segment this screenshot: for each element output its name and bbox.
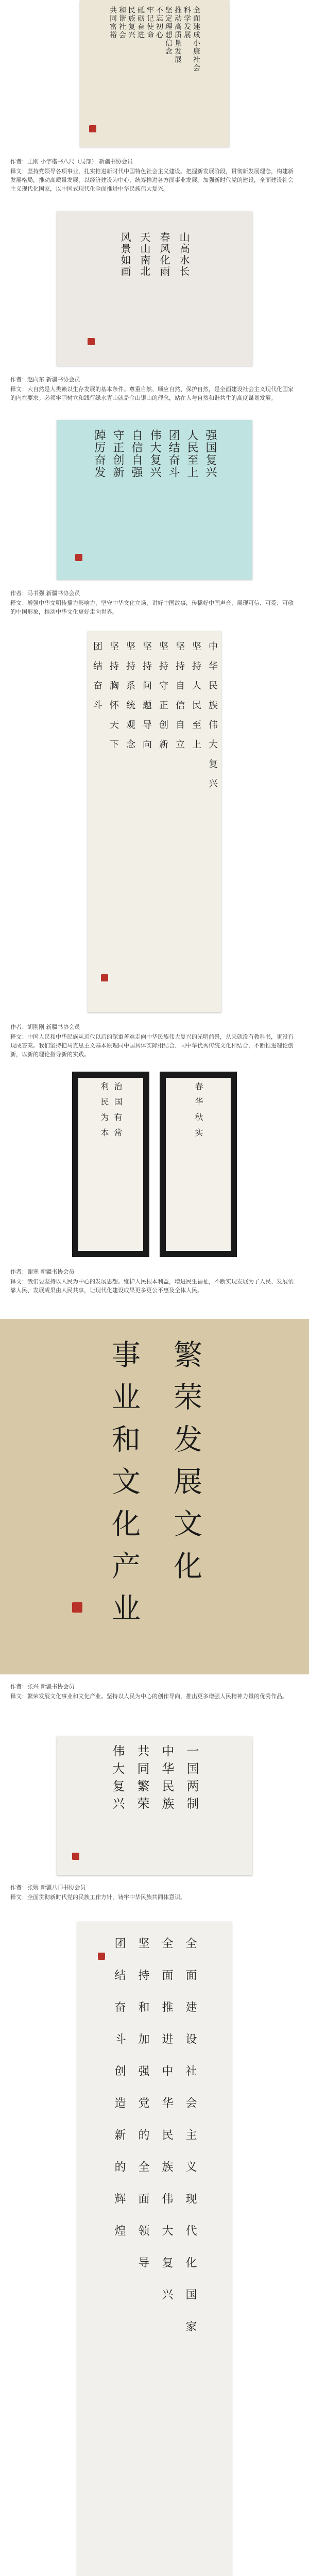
caption-text: 释文：全面贯彻新时代党的民族工作方针，铸牢中华民族共同体意识。 (10, 1894, 186, 1901)
calligraphy-column: 繁荣发展文化 (169, 1340, 202, 1593)
calligraphy-column: 全面建成小康社会 (192, 6, 200, 72)
calligraphy-image-5 (41, 1072, 268, 1257)
calligraphy-column: 牢记使命 (146, 6, 154, 39)
calligraphy-column: 和谐社会 (118, 6, 126, 39)
caption (10, 1267, 299, 1295)
seal-stamp (101, 974, 108, 981)
calligraphy-column: 坚持胸怀天下 (108, 641, 119, 759)
artwork-entry-3 (0, 420, 309, 615)
caption (10, 1883, 299, 1902)
calligraphy-column: 春风化雨 (158, 232, 170, 277)
caption (10, 157, 299, 193)
calligraphy-image-8 (77, 1922, 232, 2576)
calligraphy-column: 山高水长 (178, 232, 190, 277)
caption-text: 释文：坚持党领导各项事业，扎实推进新时代中国特色社会主义建设。把握新发展阶段，贯彻新发展理念，构建新发展格局，推动高质量发展，以经济建设为中心，统筹推进各方面事业发展。加强新时代党的建设，全面建设社会主义现代化国家，以中国式现代化全面推进中华民族伟大复兴。 (10, 168, 294, 192)
author-line: 作者：张兴 新疆书协会员 (10, 1683, 75, 1690)
calligraphy-image-1 (80, 0, 229, 147)
caption (10, 589, 299, 616)
caption-text: 释文：繁荣发展文化事业和文化产业。坚持以人民为中心的创作导向，推出更多增强人民精神力量的优秀作品。 (10, 1693, 288, 1700)
artwork-entry-1 (0, 0, 309, 192)
calligraphy-column: 强国复兴 (204, 429, 217, 479)
artwork-entry-4 (0, 631, 309, 1058)
caption-text: 释文：我们要坚持以人民为中心的发展思想。维护人民根本利益，增进民生福祉，不断实现发展为了人民、发展依靠人民、发展成果由人民共享，让现代化建设成果更多更公平惠及全体人民。 (10, 1278, 294, 1294)
calligraphy-image-6 (0, 1319, 309, 1674)
calligraphy-column: 坚持系统观念 (125, 641, 135, 759)
calligraphy-column: 民族复兴 (127, 6, 135, 39)
caption-text: 释文：增强中华文明传播力影响力，坚守中华文化立场，讲好中国故事，传播好中国声音，展现可信、可爱、可敬的中国形象，推动中华文化更好走向世界。 (10, 600, 294, 615)
caption (10, 375, 299, 402)
scroll-left (72, 1072, 149, 1257)
author-line: 作者：赵向东 新疆书协会员 (10, 376, 80, 383)
author-line: 作者：谢寒 新疆书协会员 (10, 1268, 75, 1275)
calligraphy-column: 团结奋斗 (92, 641, 102, 720)
author-line: 作者：胡刚刚 新疆书协会员 (10, 1024, 80, 1030)
calligraphy-column: 天山南北 (139, 232, 151, 277)
calligraphy-column: 治国有常 (113, 1082, 123, 1144)
artwork-entry-5 (0, 1072, 309, 1294)
seal-stamp (72, 1853, 79, 1860)
calligraphy-column: 伟大复兴 (148, 429, 161, 479)
calligraphy-column: 共同富裕 (109, 6, 117, 39)
artwork-entry-8 (0, 1922, 309, 2576)
calligraphy-column: 不忘初心 (155, 6, 163, 39)
calligraphy-column: 踔厉奋发 (93, 429, 106, 479)
seal-stamp (88, 338, 95, 345)
seal-stamp (75, 554, 82, 561)
calligraphy-column: 一国两制 (184, 1744, 199, 1815)
calligraphy-column: 砥砺奋进 (136, 6, 145, 39)
calligraphy-column: 中华民族伟大复兴 (207, 641, 218, 798)
calligraphy-column: 坚持自信自立 (174, 641, 185, 759)
calligraphy-column: 坚持问题导向 (141, 641, 152, 759)
calligraphy-column: 利民为本 (99, 1082, 109, 1144)
author-line: 作者：马书强 新疆书协会员 (10, 590, 80, 597)
seal-stamp (98, 1953, 105, 1960)
caption (10, 1682, 299, 1701)
seal-stamp (89, 125, 96, 132)
calligraphy-column: 全面推进中华民族伟大复兴 (160, 1937, 173, 2320)
artwork-entry-2 (0, 211, 309, 401)
calligraphy-column: 春华秋实 (194, 1082, 203, 1144)
calligraphy-column: 风景如画 (119, 232, 131, 277)
caption-text: 释文：大自然是人类赖以生存发展的基本条件。尊重自然、顺应自然、保护自然，是全面建设社会主义现代化国家的内在要求。必须牢固树立和践行绿水青山就是金山银山的理念，站在人与自然和谐共生的高度谋划发展。 (10, 386, 294, 401)
caption-text: 释文：中国人民和中华民族从近代以后的深重苦难走向中华民族伟大复兴的光明前景，从来就没有教科书，更没有现成答案。我们坚持把马克思主义基本原理同中国具体实际相结合、同中华优秀传统文化相结合，不断推进理论创新，以新的理论指导新的实践。 (10, 1033, 294, 1058)
seal-stamp (72, 1602, 82, 1613)
calligraphy-column: 人民至上 (185, 429, 198, 479)
calligraphy-column: 全面建设社会主义现代化国家 (184, 1937, 197, 2352)
calligraphy-column: 自信自强 (130, 429, 143, 479)
artwork-entry-6 (0, 1319, 309, 1700)
author-line: 作者：王刚 小字楷书八尺（局部） 新疆书协会员 (10, 158, 133, 165)
calligraphy-column: 事业和文化产业 (107, 1340, 141, 1635)
calligraphy-image-2 (57, 211, 252, 366)
caption (10, 1023, 299, 1059)
calligraphy-column: 共同繁荣 (135, 1744, 149, 1815)
calligraphy-column: 坚定理想信念 (164, 6, 173, 56)
artwork-entry-7 (0, 1736, 309, 1901)
calligraphy-column: 坚持守正创新 (158, 641, 168, 759)
calligraphy-column: 坚持人民至上 (191, 641, 201, 759)
calligraphy-image-3 (57, 420, 252, 580)
calligraphy-image-4 (88, 631, 221, 1012)
calligraphy-column: 坚持和加强党的全面领导 (136, 1937, 149, 2289)
calligraphy-column: 推动高质量发展 (174, 6, 182, 64)
scroll-right (160, 1072, 237, 1257)
calligraphy-column: 伟大复兴 (110, 1744, 125, 1815)
calligraphy-column: 中华民族 (160, 1744, 174, 1815)
calligraphy-column: 团结奋斗 (167, 429, 180, 479)
calligraphy-column: 守正创新 (111, 429, 124, 479)
calligraphy-column: 科学发展 (183, 6, 191, 39)
calligraphy-image-7 (57, 1736, 252, 1875)
calligraphy-column: 团结奋斗创造新的辉煌 (113, 1937, 126, 2257)
author-line: 作者：张嫣 新疆八师书协会员 (10, 1884, 86, 1891)
